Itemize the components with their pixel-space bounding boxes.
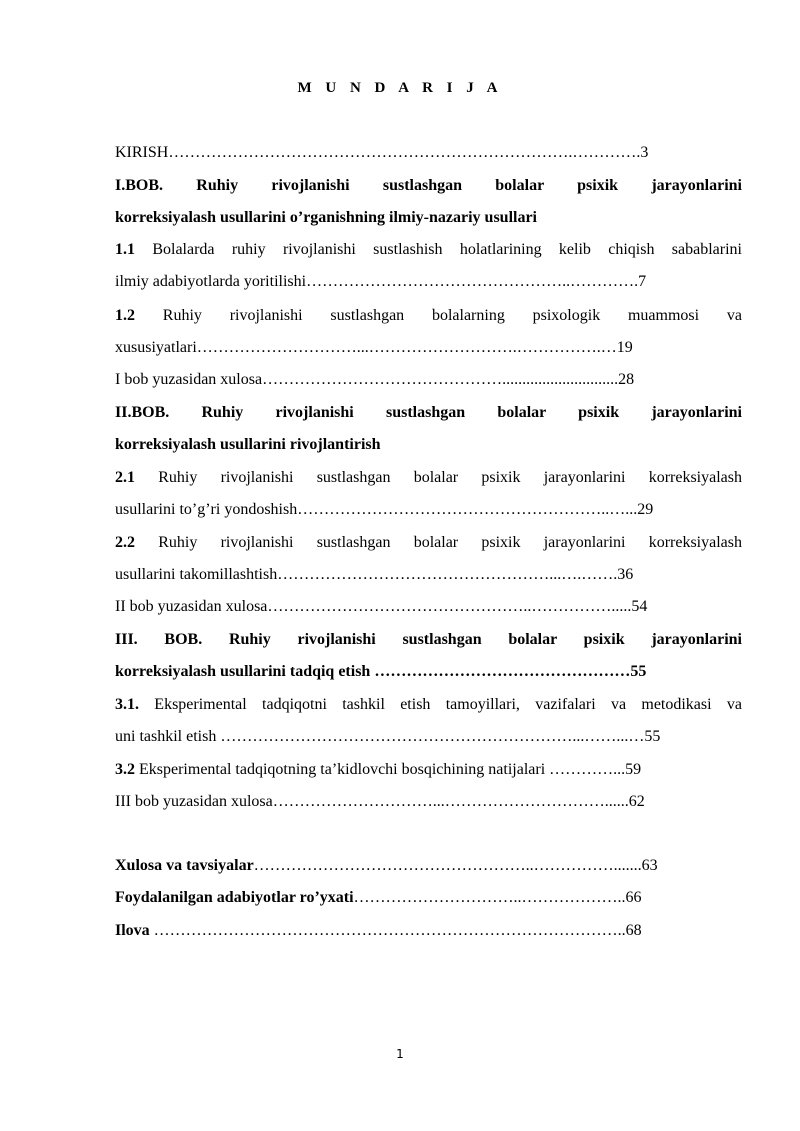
- toc-section-3-1-line-1: [115, 695, 742, 715]
- toc-section-1-2-line-2: xususiyatlari…………………………...……………………….…………….…19: [115, 339, 633, 356]
- entry-leader: ……………………………………………………………………………..68: [149, 922, 642, 939]
- section-number: 1.1: [115, 241, 135, 258]
- toc-section-2-2-line-2: usullarini takomillashtish……………………………………………...….…….36: [115, 566, 634, 583]
- entry-leader: …………………………..………………..66: [353, 889, 642, 906]
- toc-chapter-3-line-2: korreksiyalash usullarini tadqiq etish …………………………………………55: [115, 663, 647, 680]
- section-text: Eksperimental tadqiqotni tashkil etish tamoyillari, vazifalari va metodikasi va: [139, 696, 742, 713]
- entry-leader: ……………………………………………..…………….......63: [253, 857, 658, 874]
- section-text: Eksperimental tadqiqotning ta’kidlovchi bosqichining natijalari …………...59: [135, 761, 642, 778]
- section-number: 2.1: [115, 469, 135, 486]
- entry-label: Ilova: [115, 922, 150, 939]
- section-text: Ruhiy rivojlanishi sustlashgan bolalar psixik jarayonlarini korreksiyalash: [135, 534, 742, 551]
- toc-entry-kirish: KIRISH………………………………………………………………….………….3: [115, 144, 649, 161]
- toc-conclusion-chapter-3: III bob yuzasidan xulosa…………………………...…………………………......62: [115, 793, 645, 810]
- toc-chapter-3-line-1: III. BOB. Ruhiy rivojlanishi sustlashgan bolalar psixik jarayonlarini: [115, 631, 742, 648]
- section-number: 3.2: [115, 761, 135, 778]
- toc-conclusion-chapter-1: I bob yuzasidan xulosa……………………………………….............................28: [115, 371, 635, 388]
- section-text: Ruhiy rivojlanishi sustlashgan bolalar psixik jarayonlarini korreksiyalash: [135, 469, 742, 486]
- toc-section-2-1-line-2: usullarini to’g’ri yondoshish…………………………………………………..…...29: [115, 501, 654, 518]
- toc-section-1-1-line-1: [115, 240, 742, 260]
- section-text: Bolalarda ruhiy rivojlanishi sustlashish holatlarining kelib chiqish sabablarini: [135, 241, 742, 258]
- toc-conclusion-chapter-2: II bob yuzasidan xulosa…………………………………………..…………….....54: [115, 598, 648, 615]
- entry-label: Foydalanilgan adabiyotlar ro’yxati: [115, 889, 354, 906]
- toc-section-1-2-line-1: [115, 306, 742, 326]
- toc-chapter-1-line-1: I.BOB. Ruhiy rivojlanishi sustlashgan bolalar psixik jarayonlarini: [115, 177, 742, 194]
- toc-section-2-2-line-1: [115, 533, 742, 553]
- page-title: M U N D A R I J A: [297, 80, 503, 96]
- toc-entry-conclusions: [115, 856, 742, 876]
- toc-section-3-2: [115, 760, 742, 780]
- toc-entry-references: [115, 888, 742, 908]
- toc-section-3-1-line-2: uni tashkil etish …………………………………………………………...……...…55: [115, 728, 661, 745]
- toc-chapter-1-line-2: korreksiyalash usullarini o’rganishning ilmiy-nazariy usullari: [115, 209, 537, 226]
- section-number: 2.2: [115, 534, 135, 551]
- section-number: 3.1.: [115, 696, 139, 713]
- toc-entry-appendix: [115, 921, 742, 941]
- section-text: Ruhiy rivojlanishi sustlashgan bolalarning psixologik muammosi va: [135, 307, 742, 324]
- toc-chapter-2-line-2: korreksiyalash usullarini rivojlantirish: [115, 436, 381, 453]
- section-number: 1.2: [115, 307, 135, 324]
- page-number: 1: [396, 1047, 404, 1061]
- toc-section-1-1-line-2: ilmiy adabiyotlarda yoritilishi…………………………………………..………….7: [115, 273, 647, 290]
- toc-section-2-1-line-1: [115, 468, 742, 488]
- entry-label: Xulosa va tavsiyalar: [115, 857, 254, 874]
- toc-chapter-2-line-1: II.BOB. Ruhiy rivojlanishi sustlashgan bolalar psixik jarayonlarini: [115, 404, 742, 421]
